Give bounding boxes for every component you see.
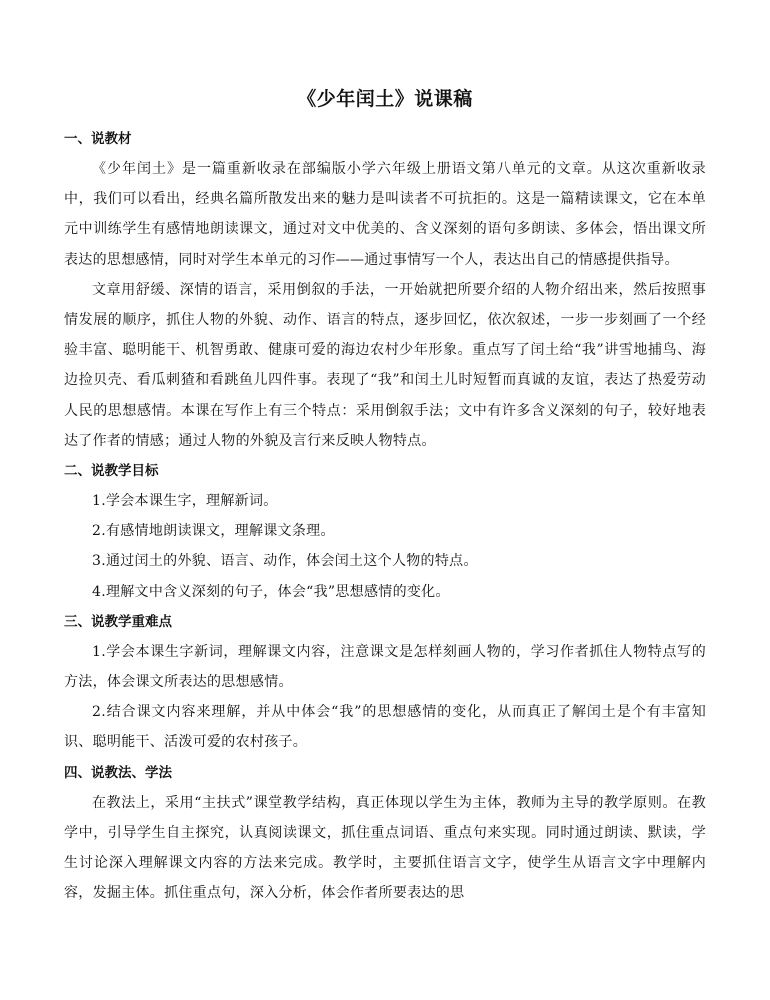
section-heading: 一、说教材 bbox=[64, 131, 132, 147]
paragraph: 《少年闰土》是一篇重新收录在部编版小学六年级上册语文第八单元的文章。从这次重新收录中，我们可以看出，经典名篇所散发出来的魅力是叫读者不可抗拒的。这是一篇精读课文，它在本单元中训练学生有感情地朗读课文，通过对文中优美的、含义深刻的语句多朗读、多体会，悟出课文所表达的思想感情，同时对学生本单元的习作——通过事情写一个人，表达出自己的情感提供指导。 bbox=[64, 161, 706, 268]
section-key-difficulties bbox=[64, 607, 706, 758]
list-item: 2.有感情地朗读课文，理解课文条理。 bbox=[92, 523, 335, 540]
list-item: 2.结合课文内容来理解，并从中体会“我”的思想感情的变化，从而真正了解闰土是个有丰富知识、聪明能干、活泼可爱的农村孩子。 bbox=[64, 704, 706, 751]
section-heading: 二、说教学目标 bbox=[64, 463, 159, 480]
document-title: 《少年闰土》说课稿 bbox=[297, 88, 473, 110]
section-methods bbox=[64, 758, 706, 909]
list-item: 1.学会本课生字，理解新词。 bbox=[92, 493, 278, 510]
section-teaching-material bbox=[64, 124, 706, 456]
document-page bbox=[64, 84, 706, 908]
paragraph: 在教法上，采用“主扶式”课堂教学结构，真正体现以学生为主体，教师为主导的教学原则。在教学中，引导学生自主探究，认真阅读课文，抓住重点词语、重点句来实现。同时通过朗读、默读，学生讨论深入理解课文内容的方法来完成。教学时，主要抓住语言文字，使学生从语言文字中理解内容，发掘主体。抓住重点句，深入分析，体会作者所要表达的思 bbox=[64, 794, 706, 902]
paragraph: 文章用舒缓、深情的语言，采用倒叙的手法，一开始就把所要介绍的人物介绍出来，然后按照事情发展的顺序，抓住人物的外貌、动作、语言的特点，逐步回忆，依次叙述，一步一步刻画了一个经验丰富、聪明能干、机智勇敢、健康可爱的海边农村少年形象。重点写了闰土给“我”讲雪地捕鸟、海边捡贝壳、看瓜刺猹和看跳鱼儿四件事。表现了“我”和闰土儿时短暂而真诚的友谊，表达了热爱劳动人民的思想感情。本课在写作上有三个特点：采用倒叙手法；文中有许多含义深刻的句子，较好地表达了作者的情感；通过人物的外貌及言行来反映人物特点。 bbox=[64, 281, 706, 449]
section-teaching-goals bbox=[64, 456, 706, 607]
section-heading: 四、说教法、学法 bbox=[64, 764, 172, 781]
list-item: 1.学会本课生字新词，理解课文内容，注意课文是怎样刻画人物的，学习作者抓住人物特点写的方法，体会课文所表达的思想感情。 bbox=[64, 643, 706, 691]
list-item: 4.理解文中含义深刻的句子，体会“我”思想感情的变化。 bbox=[92, 583, 450, 600]
list-item: 3.通过闰土的外貌、语言、动作，体会闰土这个人物的特点。 bbox=[92, 553, 478, 570]
section-heading: 三、说教学重难点 bbox=[64, 613, 172, 630]
